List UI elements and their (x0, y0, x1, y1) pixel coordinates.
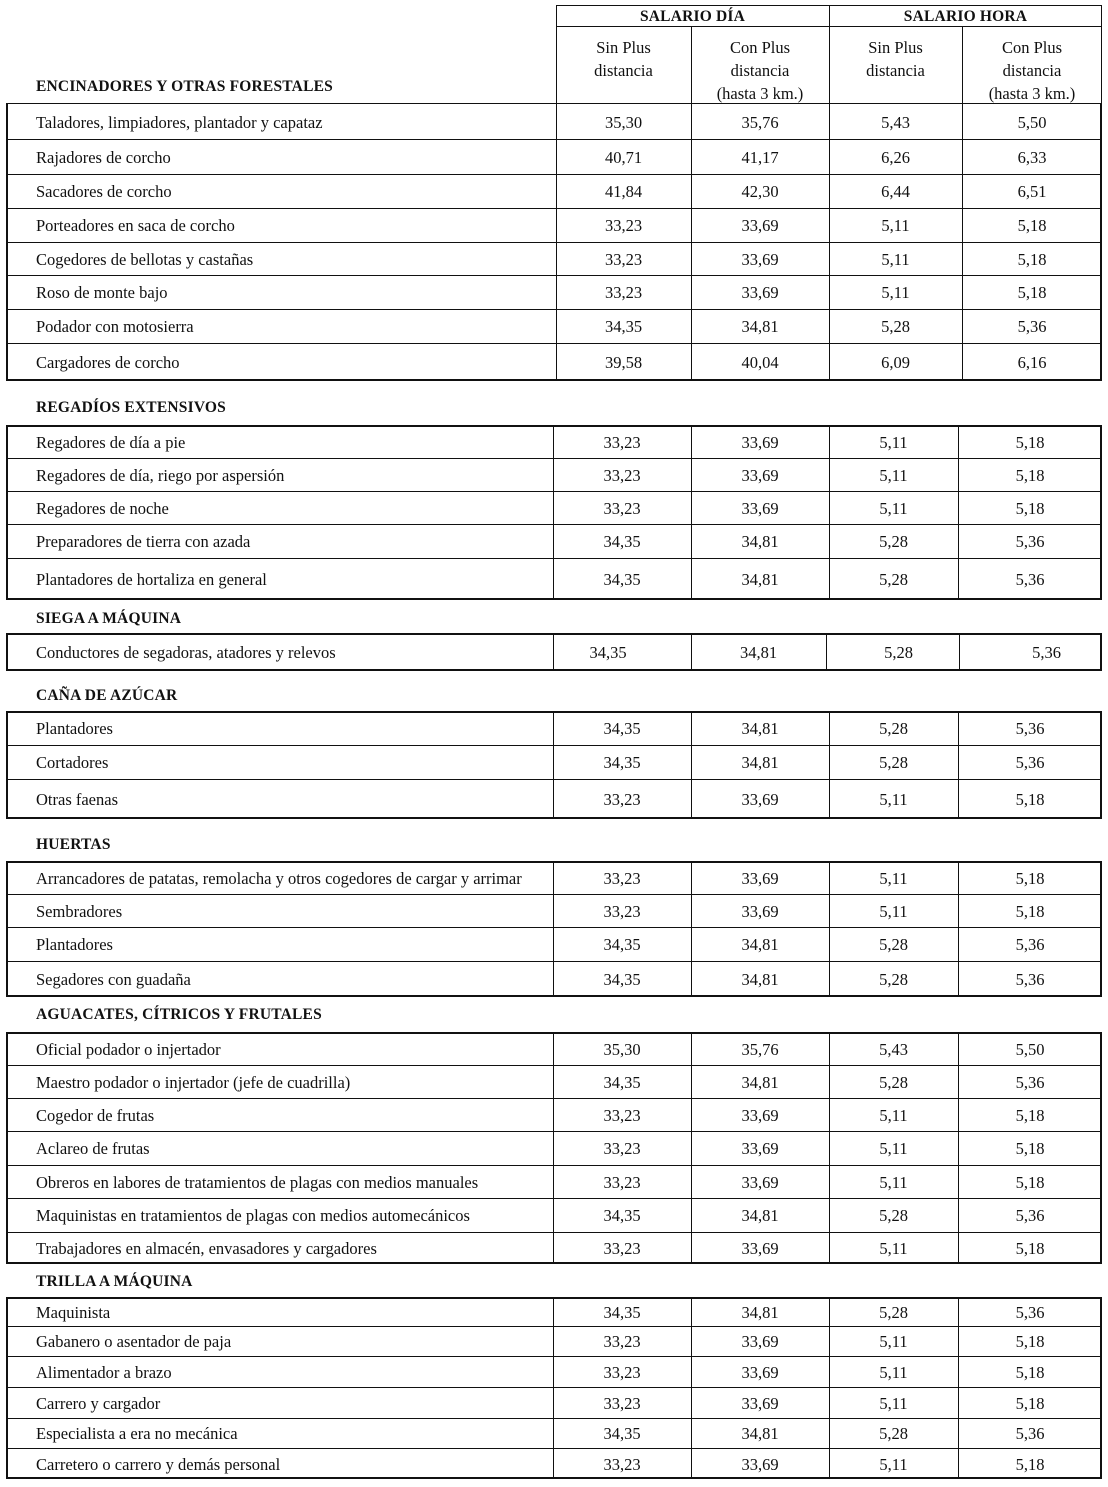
value-cell: 5,18 (1017, 250, 1047, 269)
value-cell: 34,35 (603, 1424, 641, 1443)
value-cell: 5,18 (1015, 1106, 1045, 1125)
value-cell: 34,81 (741, 719, 779, 738)
value-cell: 34,35 (603, 1303, 641, 1322)
value-cell: 34,35 (603, 719, 641, 738)
row-divider (6, 343, 1102, 344)
row-label: Maquinistas en tratamientos de plagas con medios automecánicos (36, 1206, 470, 1225)
row-divider (6, 1326, 1102, 1327)
value-cell: 34,35 (603, 753, 641, 772)
row-label: Oficial podador o injertador (36, 1040, 221, 1059)
value-cell: 33,23 (603, 466, 641, 485)
value-cell: 40,71 (604, 148, 643, 167)
value-cell: 5,11 (879, 1394, 908, 1413)
row-label: Regadores de día a pie (36, 433, 186, 452)
value-cell: 33,69 (741, 433, 779, 452)
value-cell: 33,69 (741, 1455, 779, 1474)
value-cell: 5,36 (1017, 317, 1047, 336)
row-divider (6, 491, 1102, 492)
value-cell: 5,28 (879, 935, 908, 954)
column-divider (958, 1297, 959, 1479)
value-cell: 5,36 (1015, 1303, 1045, 1322)
value-cell: 5,11 (879, 1332, 908, 1351)
row-label: Segadores con guadaña (36, 970, 191, 989)
row-label: Plantadores (36, 719, 113, 738)
value-cell: 5,11 (881, 216, 910, 235)
salario-dia-header: SALARIO DÍA (639, 8, 746, 25)
value-cell: 5,11 (879, 1363, 908, 1382)
value-cell: 34,81 (741, 317, 779, 336)
value-cell: 5,28 (879, 753, 908, 772)
value-cell: 33,23 (603, 902, 641, 921)
row-divider (6, 174, 1102, 175)
column-divider (691, 1297, 692, 1479)
row-label: Cogedor de frutas (36, 1106, 155, 1125)
row-divider (6, 1098, 1102, 1099)
value-cell: 5,36 (1015, 1206, 1045, 1225)
value-cell: 33,23 (603, 499, 641, 518)
value-cell: 35,76 (741, 1040, 779, 1059)
value-cell: 33,69 (741, 1332, 779, 1351)
value-cell: 34,35 (603, 935, 641, 954)
value-cell: 5,28 (879, 1424, 908, 1443)
value-cell: 5,36 (1015, 570, 1045, 589)
value-cell: 5,18 (1017, 283, 1047, 302)
value-cell: 34,81 (739, 643, 778, 662)
value-cell: 5,18 (1015, 902, 1045, 921)
value-cell: 33,23 (604, 283, 643, 302)
row-label: Preparadores de tierra con azada (36, 532, 251, 551)
section-title: CAÑA DE AZÚCAR (36, 687, 178, 704)
row-divider (6, 961, 1102, 962)
row-label: Cargadores de corcho (36, 353, 180, 372)
section-title: SIEGA A MÁQUINA (36, 610, 182, 627)
value-cell: 33,23 (603, 1173, 641, 1192)
row-label: Carretero o carrero y demás personal (36, 1455, 281, 1474)
value-cell: 5,43 (879, 1040, 908, 1059)
value-cell: 33,23 (604, 250, 643, 269)
row-divider (6, 1387, 1102, 1388)
value-cell: 34,81 (741, 1206, 779, 1225)
section-title: HUERTAS (36, 836, 111, 853)
value-cell: 6,33 (1017, 148, 1047, 167)
value-cell: 5,36 (1015, 1424, 1045, 1443)
value-cell: 5,36 (1015, 1073, 1045, 1092)
value-cell: 5,11 (879, 433, 908, 452)
value-cell: 33,23 (603, 1139, 641, 1158)
value-cell: 33,69 (741, 1394, 779, 1413)
value-cell: 5,11 (879, 1106, 908, 1125)
row-label: Trabajadores en almacén, envasadores y cargadores (36, 1239, 377, 1258)
value-cell: 5,36 (1015, 970, 1045, 989)
row-label: Aclareo de frutas (36, 1139, 150, 1158)
value-cell: 5,11 (879, 869, 908, 888)
value-cell: 39,58 (604, 353, 643, 372)
value-cell: 6,51 (1017, 182, 1047, 201)
section-box (6, 1297, 1102, 1479)
value-cell: 5,36 (1032, 643, 1061, 662)
value-cell: 5,50 (1015, 1040, 1045, 1059)
value-cell: 33,69 (741, 790, 779, 809)
value-cell: 34,35 (603, 570, 641, 589)
value-cell: 5,11 (879, 1239, 908, 1258)
value-cell: 33,23 (603, 1332, 641, 1351)
value-cell: 34,35 (603, 970, 641, 989)
value-cell: 34,35 (603, 1206, 641, 1225)
row-divider (6, 524, 1102, 525)
value-cell: 33,69 (741, 1139, 779, 1158)
value-cell: 5,18 (1015, 466, 1045, 485)
value-cell: 5,18 (1015, 1363, 1045, 1382)
column-divider (553, 1297, 554, 1479)
row-label: Conductores de segadoras, atadores y relevos (36, 643, 336, 662)
row-divider (6, 558, 1102, 559)
value-cell: 35,30 (603, 1040, 641, 1059)
value-cell: 33,23 (604, 216, 643, 235)
value-cell: 35,76 (741, 113, 779, 132)
value-cell: 33,23 (603, 1363, 641, 1382)
row-label: Plantadores (36, 935, 113, 954)
value-cell: 5,18 (1015, 1455, 1045, 1474)
row-divider (6, 139, 1102, 140)
row-divider (6, 745, 1102, 746)
value-cell: 33,69 (741, 1239, 779, 1258)
row-divider (6, 1165, 1102, 1166)
value-cell: 5,28 (879, 1206, 908, 1225)
value-cell: 5,18 (1015, 1139, 1045, 1158)
value-cell: 5,50 (1017, 113, 1047, 132)
value-cell: 5,18 (1015, 790, 1045, 809)
value-cell: 5,11 (879, 1455, 908, 1474)
row-divider (6, 275, 1102, 276)
col-con-plus-hora: Con Plus distancia (hasta 3 km.) (988, 38, 1076, 103)
value-cell: 5,11 (879, 1139, 908, 1158)
row-label: Sacadores de corcho (36, 182, 172, 201)
row-divider (6, 1131, 1102, 1132)
value-cell: 5,11 (881, 250, 910, 269)
row-divider (6, 1356, 1102, 1357)
row-divider (6, 1448, 1102, 1449)
value-cell: 6,16 (1017, 353, 1047, 372)
value-cell: 5,28 (879, 532, 908, 551)
row-label: Otras faenas (36, 790, 119, 809)
value-cell: 5,18 (1015, 1173, 1045, 1192)
section-title: AGUACATES, CÍTRICOS Y FRUTALES (36, 1006, 322, 1023)
row-divider (6, 208, 1102, 209)
value-cell: 5,18 (1015, 1239, 1045, 1258)
row-label: Carrero y cargador (36, 1394, 161, 1413)
value-cell: 33,23 (603, 869, 641, 888)
row-divider (6, 894, 1102, 895)
value-cell: 33,23 (603, 1394, 641, 1413)
value-cell: 34,35 (604, 317, 643, 336)
value-cell: 6,26 (881, 148, 910, 167)
value-cell: 33,69 (741, 902, 779, 921)
value-cell: 34,81 (741, 532, 779, 551)
row-divider (6, 779, 1102, 780)
value-cell: 34,81 (741, 935, 779, 954)
row-divider (6, 458, 1102, 459)
value-cell: 5,36 (1015, 532, 1045, 551)
value-cell: 5,28 (879, 719, 908, 738)
row-divider (6, 1065, 1102, 1066)
row-divider (6, 1232, 1102, 1233)
value-cell: 33,23 (603, 1455, 641, 1474)
value-cell: 5,18 (1015, 1332, 1045, 1351)
section-title: REGADÍOS EXTENSIVOS (36, 399, 226, 416)
value-cell: 5,18 (1017, 216, 1047, 235)
row-label: Podador con motosierra (36, 317, 194, 336)
value-cell: 5,28 (881, 317, 910, 336)
row-label: Rajadores de corcho (36, 148, 171, 167)
salario-hora-header: SALARIO HORA (903, 8, 1028, 25)
row-divider (6, 1198, 1102, 1199)
value-cell: 5,18 (1015, 869, 1045, 888)
value-cell: 6,44 (881, 182, 910, 201)
value-cell: 34,35 (603, 532, 641, 551)
row-label: Maquinista (36, 1303, 111, 1322)
column-divider (829, 1297, 830, 1479)
value-cell: 5,36 (1015, 753, 1045, 772)
value-cell: 34,81 (741, 1303, 779, 1322)
col-sin-plus-dia: Sin Plus distancia (594, 38, 653, 80)
row-label: Roso de monte bajo (36, 283, 168, 302)
value-cell: 5,11 (881, 283, 910, 302)
value-cell: 34,35 (589, 643, 627, 662)
value-cell: 5,36 (1015, 935, 1045, 954)
value-cell: 5,36 (1015, 719, 1045, 738)
row-label: Arrancadores de patatas, remolacha y otros cogedores de cargar y arrimar (36, 869, 522, 888)
value-cell: 5,11 (879, 902, 908, 921)
value-cell: 34,81 (741, 970, 779, 989)
value-cell: 34,35 (603, 1073, 641, 1092)
row-label: Gabanero o asentador de paja (36, 1332, 232, 1351)
value-cell: 34,81 (741, 570, 779, 589)
section-title: TRILLA A MÁQUINA (36, 1273, 193, 1290)
value-cell: 5,18 (1015, 433, 1045, 452)
value-cell: 34,81 (741, 1424, 779, 1443)
row-label: Taladores, limpiadores, plantador y capataz (36, 113, 323, 132)
row-label: Cortadores (36, 753, 109, 772)
row-label: Regadores de día, riego por aspersión (36, 466, 285, 485)
value-cell: 33,69 (741, 499, 779, 518)
value-cell: 42,30 (741, 182, 779, 201)
row-label: Maestro podador o injertador (jefe de cuadrilla) (36, 1073, 351, 1092)
value-cell: 33,23 (603, 790, 641, 809)
row-divider (6, 1418, 1102, 1419)
value-cell: 5,11 (879, 466, 908, 485)
value-cell: 33,69 (741, 216, 779, 235)
value-cell: 33,69 (741, 283, 779, 302)
value-cell: 41,84 (604, 182, 643, 201)
col-sin-plus-hora: Sin Plus distancia (866, 38, 925, 80)
value-cell: 5,18 (1015, 1394, 1045, 1413)
row-label: Regadores de noche (36, 499, 169, 518)
column-divider (826, 633, 827, 671)
value-cell: 5,28 (879, 970, 908, 989)
value-cell: 5,43 (881, 113, 910, 132)
value-cell: 5,28 (884, 643, 913, 662)
value-cell: 5,11 (879, 499, 908, 518)
value-cell: 5,28 (879, 1073, 908, 1092)
value-cell: 35,30 (604, 113, 643, 132)
value-cell: 5,28 (879, 570, 908, 589)
value-cell: 5,11 (879, 790, 908, 809)
row-label: Obreros en labores de tratamientos de plagas con medios manuales (36, 1173, 479, 1192)
value-cell: 33,69 (741, 1106, 779, 1125)
value-cell: 33,23 (603, 1106, 641, 1125)
value-cell: 5,18 (1015, 499, 1045, 518)
value-cell: 34,81 (741, 753, 779, 772)
value-cell: 33,23 (603, 1239, 641, 1258)
section-title: ENCINADORES Y OTRAS FORESTALES (36, 78, 333, 95)
col-con-plus-dia: Con Plus distancia (hasta 3 km.) (716, 38, 804, 103)
value-cell: 33,69 (741, 466, 779, 485)
value-cell: 33,69 (741, 1363, 779, 1382)
row-label: Sembradores (36, 902, 123, 921)
value-cell: 33,23 (603, 433, 641, 452)
row-label: Porteadores en saca de corcho (36, 216, 235, 235)
row-label: Cogedores de bellotas y castañas (36, 250, 254, 269)
row-divider (6, 242, 1102, 243)
value-cell: 5,11 (879, 1173, 908, 1192)
value-cell: 5,28 (879, 1303, 908, 1322)
value-cell: 34,81 (741, 1073, 779, 1092)
value-cell: 40,04 (741, 353, 779, 372)
value-cell: 33,69 (741, 869, 779, 888)
value-cell: 33,69 (741, 250, 779, 269)
row-divider (6, 309, 1102, 310)
value-cell: 6,09 (881, 353, 910, 372)
value-cell: 41,17 (741, 148, 779, 167)
row-label: Especialista a era no mecánica (36, 1424, 238, 1443)
row-divider (6, 927, 1102, 928)
value-cell: 33,69 (741, 1173, 779, 1192)
row-label: Alimentador a brazo (36, 1363, 172, 1382)
row-label: Plantadores de hortaliza en general (36, 570, 267, 589)
